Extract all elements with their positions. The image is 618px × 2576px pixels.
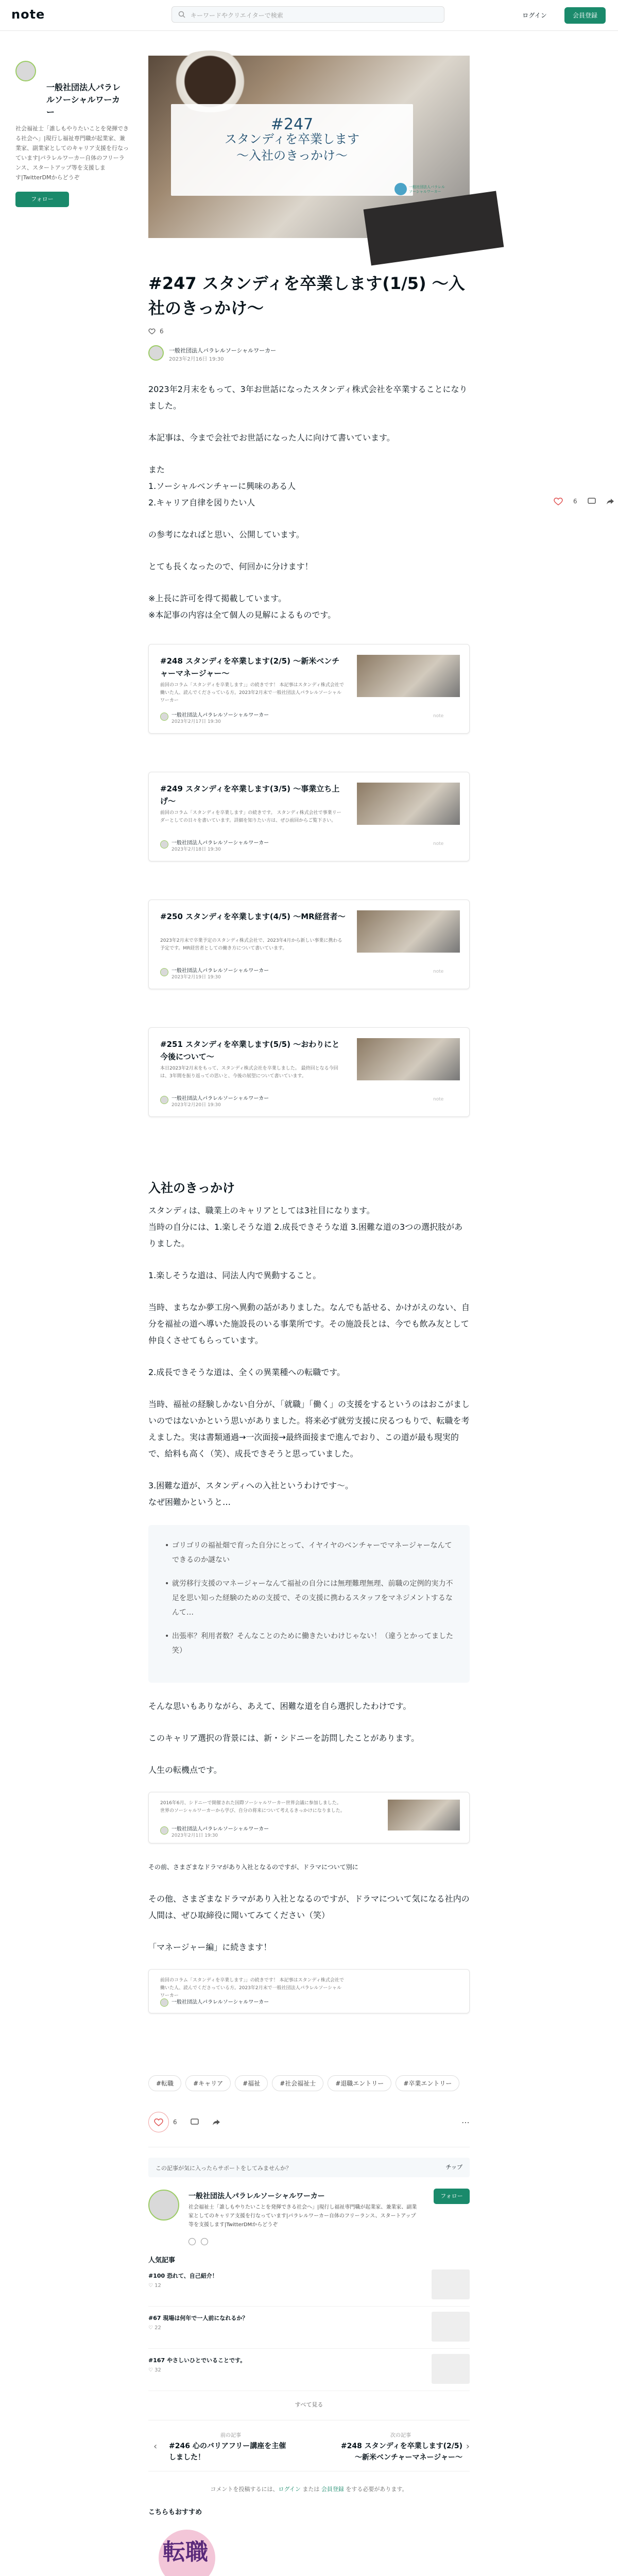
embed-avatar	[160, 1096, 168, 1104]
paragraph: とても長くなったので、何回かに分けます！	[148, 562, 313, 571]
embed-author: 一般社団法人パラレルソーシャルワーカー	[171, 713, 269, 718]
popular-likes: ♡ 12	[148, 2283, 161, 2289]
byline-date: 2023年2月16日 19:30	[169, 357, 224, 362]
popular-title: #167 やさしいひとでいることです。	[148, 2357, 246, 2364]
popular-title: #100 恐れて、自己紹介！	[148, 2273, 218, 2279]
tag-chip[interactable]: #転職	[148, 2075, 181, 2091]
paragraph: その前、さまざまなドラマがあり入社となるのですが、ドラマについて別に	[148, 1863, 358, 1871]
see-all-link[interactable]: すべて見る	[295, 2401, 323, 2408]
paragraph: 本記事は、今まで会社でお世話になった人に向けて書いています。	[148, 433, 395, 443]
embed-title: #249 スタンディを卒業します(3/5) 〜事業立ち上げ〜	[160, 784, 340, 806]
paragraph: の参考になればと思い、公開しています。	[148, 530, 304, 539]
hero-title-line2: 〜入社のきっかけ〜	[236, 148, 348, 163]
embed-card[interactable]	[148, 644, 470, 734]
author-profile	[148, 2189, 470, 2249]
paragraph: また	[148, 465, 165, 474]
author-avatar[interactable]	[15, 61, 36, 81]
paragraph: 当時、福祉の経験しかない自分が、「就職」「働く」の支援をするというのはおこがましいのではないかという思いがありました。将来必ず就労支援に戻るつもりで、転職を考えました。実は書類通過→一次面接→最終面接まで進んでおり、この道が最も現実的で、給料も高く（笑）、成長できそうと思っていました。	[148, 1399, 470, 1459]
embed-author: 一般社団法人パラレルソーシャルワーカー	[171, 968, 269, 974]
search-placeholder: キーワードやクリエイターで検索	[191, 12, 283, 19]
like-button[interactable]	[148, 2112, 169, 2132]
paragraph: 当時の自分には、1.楽しそうな道 2.成長できそうな道 3.困難な道の3つの選択肢がありました。	[148, 1222, 463, 1248]
tag-chip[interactable]: #卒業エントリー	[396, 2075, 459, 2091]
embed-thumbnail	[357, 783, 460, 825]
floating-actions	[554, 497, 614, 505]
article-byline	[148, 345, 470, 366]
next-title: #248 スタンディを卒業します(2/5) 〜新米ベンチャーマネージャー〜	[340, 2442, 462, 2462]
paragraph: その他、さまざまなドラマがあり入社となるのですが、ドラマについて気になる社内の人間は、ぜひ取締役に聞いてみてください（笑）	[148, 1894, 470, 1920]
byline-author[interactable]: 一般社団法人パラレルソーシャルワーカー	[169, 347, 277, 354]
embed-title: #250 スタンディを卒業します(4/5) 〜MR経営者〜	[160, 912, 346, 921]
embed-date: 2023年2月1日 19:30	[171, 1833, 218, 1838]
chevron-left-icon[interactable]: ‹	[153, 2441, 158, 2452]
comment-icon[interactable]	[191, 2118, 199, 2126]
embed-desc: 前回のコラム「スタンディを卒業します」」の続きです！ 本記事はスタンディ株式会社で働いた人、読んでくださっている方。2023年2月末で一般社団法人パラレルソーシャルワーカー	[160, 1978, 344, 1998]
embed-avatar	[160, 840, 168, 849]
note-logo[interactable]: note	[11, 7, 45, 22]
share-icon[interactable]	[606, 497, 614, 505]
login-button[interactable]: ログイン	[522, 12, 547, 19]
next-label: 次の記事	[390, 2433, 411, 2438]
prev-title: #246 心のバリアフリー講座を主催しました！	[169, 2442, 286, 2462]
article-title: #247 スタンディを卒業します(1/5) 〜入社のきっかけ〜	[148, 274, 465, 318]
article-main	[148, 56, 470, 2576]
keyboard-graphic	[364, 191, 504, 265]
embed-author: 一般社団法人パラレルソーシャルワーカー	[171, 840, 269, 846]
paragraph: 「マネージャー編」に続きます！	[148, 1942, 272, 1952]
floating-like-count: 6	[573, 498, 577, 505]
embed-avatar	[160, 1826, 168, 1835]
support-box	[148, 2158, 470, 2177]
hero-badge-text: 一般社団法人パラレルソーシャルワーカー	[409, 185, 445, 194]
paragraph: なぜ困難かというと…	[148, 1497, 231, 1507]
paragraph: スタンディは、職業上のキャリアとしては3社目になります。	[148, 1206, 375, 1215]
hero-image	[148, 56, 470, 238]
embed-card[interactable]	[148, 772, 470, 861]
popular-heading: 人気記事	[148, 2257, 176, 2264]
social-links	[188, 2238, 208, 2245]
hero-number: #247	[270, 115, 314, 133]
comment-login-link[interactable]: ログイン	[278, 2486, 301, 2493]
popular-item[interactable]	[148, 2264, 470, 2307]
embed-desc: 本日2023年2月末をもって、スタンディ株式会社を卒業しました。 最終回となる今回は、3年間を振り返っての思いと、今後の展望について書いています。	[160, 1066, 338, 1079]
tag-chip[interactable]: #退職エントリー	[328, 2075, 391, 2091]
embed-card[interactable]	[148, 1027, 470, 1117]
callout-item: • 就労移行支援のマネージャーなんて福祉の自分には無理難理無理、前職の定例的実力不足を思い知った経験のための支援で、その支援に携わるスタッフをマネジメントするなんて…	[172, 1577, 454, 1620]
like-summary	[148, 328, 470, 335]
author-name[interactable]: 一般社団法人パラレルソーシャルワーカー	[46, 82, 121, 117]
paragraph: 人生の転機点です。	[148, 1765, 222, 1775]
like-count: 6	[173, 2119, 177, 2126]
embed-date: 2023年2月18日 19:30	[171, 847, 221, 852]
paragraph: そんな思いもありながら、あえて、困難な道を自ら選択したわけです。	[148, 1701, 411, 1711]
embed-date: 2023年2月17日 19:30	[171, 719, 221, 724]
embed-thumbnail	[357, 910, 460, 953]
hero-title	[171, 131, 413, 164]
paragraph: 1.楽しそうな道は、同法人内で異動すること。	[148, 1270, 321, 1280]
twitter-icon[interactable]	[188, 2238, 196, 2245]
embed-author: 一般社団法人パラレルソーシャルワーカー	[171, 1999, 269, 2005]
like-count: 6	[160, 328, 164, 335]
recommend-list	[148, 2524, 470, 2576]
embed-brand: note	[433, 969, 444, 974]
embed-date: 2023年2月19日 19:30	[171, 975, 221, 980]
paragraph: 2.成長できそうな道は、全くの異業種への転職です。	[148, 1367, 345, 1377]
search-icon	[178, 11, 185, 18]
paragraph: 3.困難な道が、スタンディへの入社というわけです～。	[148, 1481, 353, 1490]
section-heading: 入社のきっかけ	[148, 1181, 235, 1195]
prev-article[interactable]	[169, 2431, 293, 2463]
popular-thumbnail	[432, 2269, 470, 2299]
embed-brand: note	[433, 841, 444, 846]
embed-title: #251 スタンディを卒業します(5/5) 〜おわりにと今後について〜	[160, 1040, 340, 1061]
signup-button[interactable]: 会員登録	[564, 7, 606, 24]
embed-desc: 2023年2月末で卒業予定のスタンディ株式会社で、2023年4月から新しい事業に携わる予定です。MR経営者としての働き方について書いています。	[160, 938, 342, 951]
popular-like-count: 12	[154, 2283, 161, 2289]
profile-bio: 社会福祉士「誰しもやりたいことを発揮できる社会へ」|現行し福祉専門職が起業家、兼業家、副業家としてのキャリア支援を行なっています|パラレルワーカー自体のフリーランス、スタートアップ等を支援します|TwitterDMからどうぞ	[188, 2205, 417, 2228]
comment-post: をする必要があります。	[344, 2486, 408, 2493]
more-icon[interactable]: ⋯	[461, 2117, 470, 2127]
author-bio: 社会福祉士「誰しもやりたいことを発揮できる社会へ」|現行し福祉専門職が起業家、兼業家、副業家としてのキャリア支援を行なっています|パラレルワーカー自体のフリーランス、スタートアップ等を支援します|TwitterDMからどうぞ	[15, 125, 129, 181]
popular-like-count: 32	[154, 2367, 161, 2373]
embed-card[interactable]	[148, 900, 470, 989]
share-icon[interactable]	[212, 2118, 220, 2126]
follow-label: フォロー	[31, 196, 54, 202]
hero-title-line1: スタンディを卒業します	[224, 132, 360, 146]
embed-thumbnail	[357, 1038, 460, 1080]
article-pager	[148, 2420, 470, 2471]
embed-brand: note	[433, 1097, 444, 1102]
paragraph: ※上長に許可を得て掲載しています。	[148, 594, 287, 603]
recommend-card[interactable]	[148, 2524, 303, 2576]
tag-chip[interactable]: #社会福祉士	[272, 2075, 323, 2091]
embed-thumbnail	[388, 1800, 460, 1831]
popular-thumbnail	[432, 2312, 470, 2342]
embed-desc: 2016年6月、シドニーで開催された国際ソーシャルワーカー世界会議に参加しました。世界のソーシャルワーカーから学び、自分の将来について考えるきっかけになりました。	[160, 1801, 345, 1814]
heart-icon	[154, 2118, 163, 2126]
hero-badge	[394, 183, 446, 201]
profile-follow-button[interactable]: フォロー	[434, 2189, 470, 2204]
recommend-heading: こちらもおすすめ	[148, 2509, 202, 2516]
embed-author: 一般社団法人パラレルソーシャルワーカー	[171, 1096, 269, 1101]
comment-signup-link[interactable]: 会員登録	[321, 2486, 344, 2493]
embed-brand: note	[433, 714, 444, 719]
popular-title: #67 現場は何年で一人前になれるか？	[148, 2315, 248, 2321]
recommend-badge: 転職	[163, 2539, 208, 2565]
recommend-thumbnail	[148, 2524, 303, 2576]
tag-chip[interactable]: #キャリア	[185, 2075, 231, 2091]
tag-chip[interactable]: #福祉	[235, 2075, 268, 2091]
tag-list	[148, 2075, 470, 2091]
recommend-card[interactable]	[315, 2524, 470, 2576]
popular-thumbnail	[432, 2354, 470, 2384]
paragraph: このキャリア選択の背景には、新・シドニーを訪問したことがあります。	[148, 1733, 420, 1743]
top-header	[0, 0, 618, 31]
byline-avatar[interactable]	[148, 345, 164, 361]
callout-item: • 出張率？利用者数？そんなことのために働きたいわけじゃない！（違うとかってました笑）	[172, 1629, 454, 1658]
recommend-thumbnail	[315, 2524, 470, 2576]
paragraph: 2023年2月末をもって、3年お世話になったスタンディ株式会社を卒業することになりました。	[148, 384, 468, 411]
paragraph: 1.ソーシャルベンチャーに興味のある人	[148, 481, 296, 491]
paragraph: 当時、まちなか夢工房へ異動の話がありました。なんでも話せる、かけがえのない、自分を福祉の道へ導いた施設長のいる事業所です。その施設長とは、今でも飲み友として仲良くさせてもらっています。	[148, 1302, 470, 1345]
popular-item[interactable]	[148, 2349, 470, 2391]
embed-desc: 前回のコラム「スタンディを卒業します」の続きです。 スタンディ株式会社で事業リーダーとしての日々を書いています。詳細を知りたい方は、ぜひ前回からご覧下さい。	[160, 810, 341, 823]
comment-pre: コメントを投稿するには、	[210, 2486, 279, 2493]
chevron-right-icon[interactable]: ›	[466, 2441, 470, 2452]
embed-avatar	[160, 1998, 168, 2007]
profile-avatar[interactable]	[148, 2190, 179, 2221]
embed-avatar	[160, 968, 168, 976]
embed-thumbnail	[357, 655, 460, 697]
paragraph: ※本記事の内容は全て個人の見解によるものです。	[148, 610, 336, 620]
embed-avatar	[160, 713, 168, 721]
organization-logo-icon	[394, 183, 407, 195]
article-actions	[148, 2112, 470, 2147]
embed-title: #248 スタンディを卒業します(2/5) 〜新米ベンチャーマネージャー〜	[160, 656, 340, 678]
embed-card[interactable]	[148, 1792, 470, 1843]
callout-list	[148, 1525, 470, 1683]
profile-name[interactable]: 一般社団法人パラレルソーシャルワーカー	[188, 2192, 325, 2200]
embed-author: 一般社団法人パラレルソーシャルワーカー	[171, 1826, 269, 1832]
coffee-cup-graphic	[164, 50, 256, 112]
embed-date: 2023年2月20日 19:30	[171, 1103, 221, 1108]
article-body	[148, 381, 470, 2013]
popular-item[interactable]	[148, 2307, 470, 2349]
next-article[interactable]	[339, 2431, 462, 2463]
popular-like-count: 22	[154, 2325, 161, 2331]
paragraph: 2.キャリア自律を図りたい人	[148, 498, 255, 507]
follow-button[interactable]	[15, 192, 69, 207]
embed-desc: 前回のコラム「スタンディを卒業します」」の続きです！ 本記事はスタンディ株式会社で働いた人、読んでくださっている方。2023年2月末で一般社団法人パラレルソーシャルワーカー	[160, 683, 344, 703]
author-sidebar	[15, 61, 129, 207]
search-input[interactable]	[171, 6, 444, 23]
popular-likes: ♡ 22	[148, 2325, 161, 2331]
comment-mid: または	[300, 2486, 321, 2493]
rss-icon[interactable]	[201, 2238, 208, 2245]
popular-likes: ♡ 32	[148, 2367, 161, 2373]
callout-item: • ゴリゴリの福祉畑で育った自分にとって、イヤイヤのベンチャーでマネージャーなんてできるのか謎ない	[172, 1538, 454, 1567]
support-question: この記事が気に入ったらサポートをしてみませんか？	[156, 2165, 291, 2172]
heart-icon[interactable]	[554, 497, 563, 505]
heart-icon[interactable]	[148, 328, 156, 334]
comment-notice	[148, 2485, 470, 2493]
comment-icon[interactable]	[588, 497, 596, 505]
prev-label: 前の記事	[220, 2433, 241, 2438]
tip-button[interactable]: チップ	[445, 2164, 462, 2171]
embed-card[interactable]	[148, 1969, 470, 2013]
